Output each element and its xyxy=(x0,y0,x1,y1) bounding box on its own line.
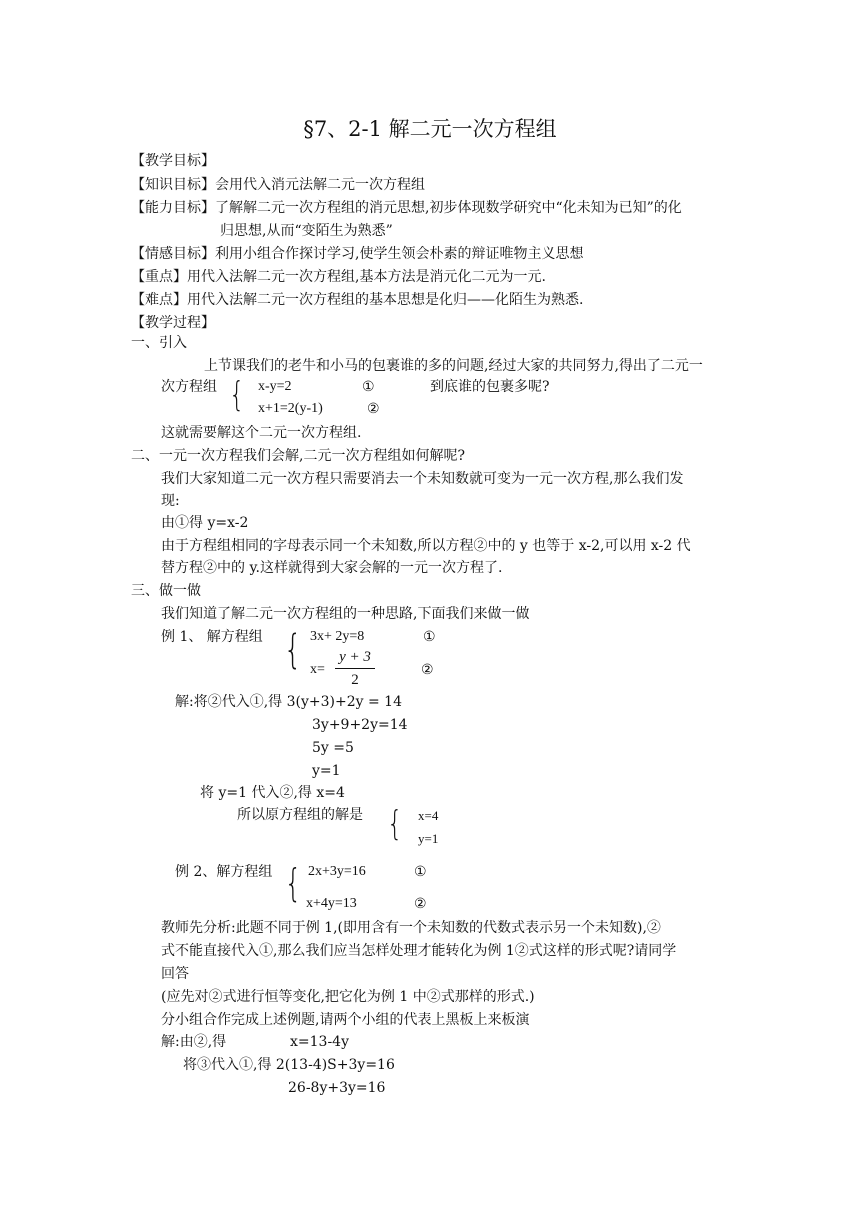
solution-1-line-6: 所以原方程组的解是 xyxy=(237,807,363,823)
group-work-note: 分小组合作完成上述例题,请两个小组的代表上黑板上来板演 xyxy=(161,1012,530,1028)
solution-2-line-2: 将③代入①,得 2(13-4)S+3y=16 xyxy=(183,1057,395,1073)
page-title: §7、2-1 解二元一次方程组 xyxy=(303,117,557,141)
example-2-equation-1: 2x+3y=16 xyxy=(308,864,366,879)
solution-1-x: x=4 xyxy=(418,808,439,823)
system-brace: { xyxy=(284,861,302,905)
solution-2-line-1: 解:由②,得 xyxy=(161,1034,227,1050)
teaching-goal-heading: 【教学目标】 xyxy=(131,153,215,169)
section-2-paragraph-4: 由于方程组相同的字母表示同一个未知数,所以方程②中的 y 也等于 x-2,可以用 x-2 代 xyxy=(161,538,691,554)
example-1-fraction xyxy=(335,647,375,691)
solution-2-line-1-result: x=13-4y xyxy=(290,1034,349,1050)
solution-1-line-4: y=1 xyxy=(312,763,341,779)
solution-1-y: y=1 xyxy=(418,831,439,846)
analysis-line-4: (应先对②式进行恒等变化,把它化为例 1 中②式那样的形式.) xyxy=(161,989,535,1005)
analysis-line-3: 回答 xyxy=(161,966,189,982)
fraction-numerator: y + 3 xyxy=(335,647,375,669)
section-2-paragraph-1: 我们大家知道二元一次方程只需要消去一个未知数就可变为一元一次方程,那么我们发 xyxy=(161,471,684,487)
section-3-intro: 我们知道了解二元一次方程组的一种思路,下面我们来做一做 xyxy=(161,606,530,622)
section-2-paragraph-5: 替方程②中的 y.这样就得到大家会解的一元一次方程了. xyxy=(161,560,503,576)
equation-marker-2: ② xyxy=(367,401,380,417)
key-point: 【重点】用代入法解二元一次方程组,基本方法是消元化二元为一元. xyxy=(131,269,546,285)
solution-2-line-3: 26-8y+3y=16 xyxy=(288,1080,386,1096)
section-1-paragraph-3: 这就需要解这个二元一次方程组. xyxy=(161,425,362,441)
example-2-equation-2: x+4y=13 xyxy=(306,896,357,911)
teaching-process-heading: 【教学过程】 xyxy=(131,315,215,331)
section-1-paragraph-2: 次方程组 xyxy=(161,379,217,395)
system-brace: { xyxy=(283,627,302,673)
system-brace: { xyxy=(387,804,403,844)
example-1-label: 例 1、 解方程组 xyxy=(161,629,263,645)
example-2-label: 例 2、解方程组 xyxy=(175,864,273,880)
intro-question: 到底谁的包裹多呢? xyxy=(430,379,550,395)
equation-marker-2: ② xyxy=(421,662,434,678)
ability-goal-line-1: 【能力目标】了解解二元一次方程组的消元思想,初步体现数学研究中“化未知为已知”的化 xyxy=(131,200,682,216)
equation-marker-1: ① xyxy=(423,629,436,645)
analysis-line-1: 教师先分析:此题不同于例 1,(即用含有一个未知数的代数式表示另一个未知数),② xyxy=(161,920,661,936)
solution-1-line-5: 将 y=1 代入②,得 x=4 xyxy=(200,785,345,801)
ability-goal-line-2: 归思想,从而“变陌生为熟悉” xyxy=(220,223,393,239)
section-2-heading: 二、一元一次方程我们会解,二元一次方程组如何解呢? xyxy=(131,448,465,464)
example-1-equation-1: 3x+ 2y=8 xyxy=(310,629,365,644)
analysis-line-2: 式不能直接代入①,那么我们应当怎样处理才能转化为例 1②式这样的形式呢?请同学 xyxy=(161,943,677,959)
example-1-equation-2-prefix: x= xyxy=(310,662,325,677)
section-2-paragraph-3: 由①得 y=x-2 xyxy=(161,515,249,531)
equation-marker-1: ① xyxy=(414,864,427,880)
equation-marker-1: ① xyxy=(362,379,375,395)
section-2-paragraph-2: 现: xyxy=(161,493,180,509)
section-1-paragraph-1: 上节课我们的老牛和小马的包裹谁的多的问题,经过大家的共同努力,得出了二元一 xyxy=(204,358,703,374)
equation-marker-2: ② xyxy=(414,896,427,912)
emotion-goal: 【情感目标】利用小组合作探讨学习,使学生领会朴素的辩证唯物主义思想 xyxy=(131,246,584,262)
intro-equation-1: x-y=2 xyxy=(258,379,292,394)
solution-1-line-1: 解:将②代入①,得 3(y+3)+2y = 14 xyxy=(175,694,402,710)
section-1-heading: 一、引入 xyxy=(131,335,187,351)
system-brace: { xyxy=(229,375,245,415)
fraction-denominator: 2 xyxy=(351,672,359,688)
intro-equation-2: x+1=2(y-1) xyxy=(258,401,323,416)
difficulty-point: 【难点】用代入法解二元一次方程组的基本思想是化归——化陌生为熟悉. xyxy=(131,292,584,308)
solution-1-line-3: 5y =5 xyxy=(312,740,354,756)
knowledge-goal: 【知识目标】会用代入消元法解二元一次方程组 xyxy=(131,177,425,193)
solution-1-line-2: 3y+9+2y=14 xyxy=(312,717,408,733)
section-3-heading: 三、做一做 xyxy=(131,583,201,599)
